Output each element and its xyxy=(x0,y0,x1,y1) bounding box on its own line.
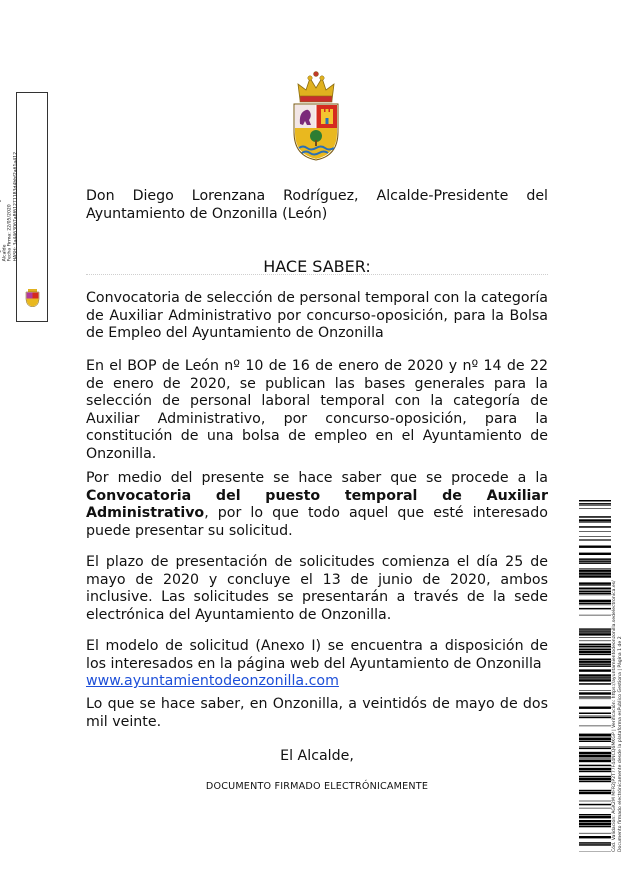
stamp-hash: HASH: 3a4463067a8f61271183d4bbf2a61a412 xyxy=(13,151,19,261)
announcement-bold: Convocatoria del puesto temporal de Auxiliar Administrativo xyxy=(86,487,548,521)
signature-line: El Alcalde, xyxy=(280,748,354,764)
barcode-icon xyxy=(579,500,611,852)
announcement-text: Por medio del presente se hace saber que se procede a la xyxy=(86,470,548,486)
platform-note: Documento firmado electrónicamente desde la plataforma esPublico Gestiona | Página 1 de 2 xyxy=(618,636,623,852)
dotted-divider xyxy=(86,274,548,275)
website-link[interactable]: www.ayuntamientodeonzonilla.com xyxy=(86,673,339,689)
validation-code: Cód. Validación: AGK2M MFR2JP2T77F44NCQ6MKGP | Verificación: https://ayuntamientodeonzonilla.sedelectronica.es/ xyxy=(612,580,617,852)
announcement-paragraph xyxy=(86,470,548,540)
electronic-signature-note: DOCUMENTO FIRMADO ELECTRÓNICAMENTE xyxy=(205,781,429,792)
announcement-text-end: , por lo que todo aquel que esté interesado puede presentar su solicitud. xyxy=(86,505,548,539)
closing-paragraph: Lo que se hace saber, en Onzonilla, a veintidós de mayo de dos mil veinte. xyxy=(86,696,548,730)
validation-stamp xyxy=(612,500,624,852)
stamp-date: Fecha Firma: 22/05/2020 xyxy=(7,203,13,261)
application-text: El modelo de solicitud (Anexo I) se encuentra a disposición de los interesados en la página web del Ayuntamiento de Onzonilla xyxy=(86,638,548,672)
application-paragraph xyxy=(86,638,548,691)
deadline-paragraph: El plazo de presentación de solicitudes comienza el día 25 de mayo de 2020 y concluye el 13 de junio de 2020, ambos inclusive. Las solicitudes se presentarán a través de la sede electrónica del Ayuntamiento de Onzonilla. xyxy=(86,554,548,623)
subject-paragraph: Convocatoria de selección de personal temporal con la categoría de Auxiliar Administrativo por concurso-oposición, para la Bolsa de Empleo del Ayuntamiento de Onzonilla xyxy=(86,290,548,341)
intro-paragraph: Don Diego Lorenzana Rodríguez, Alcalde-Presidente del Ayuntamiento de Onzonilla (León) xyxy=(86,188,548,222)
stamp-role: Alcalde xyxy=(2,244,8,261)
coat-of-arms-icon xyxy=(25,289,40,307)
bop-paragraph: En el BOP de León nº 10 de 16 de enero de 2020 y nº 14 de 22 de enero de 2020, se publican las bases generales para la selección de personal laboral temporal con la categoría de Auxiliar Administrativo, por concurso-oposición, para la constitución de una bolsa de empleo en el Ayuntamiento de Onzonilla. xyxy=(86,358,548,462)
signature-stamp xyxy=(2,92,48,322)
coat-of-arms-icon xyxy=(290,70,342,162)
document-title: HACE SABER: xyxy=(263,257,371,276)
